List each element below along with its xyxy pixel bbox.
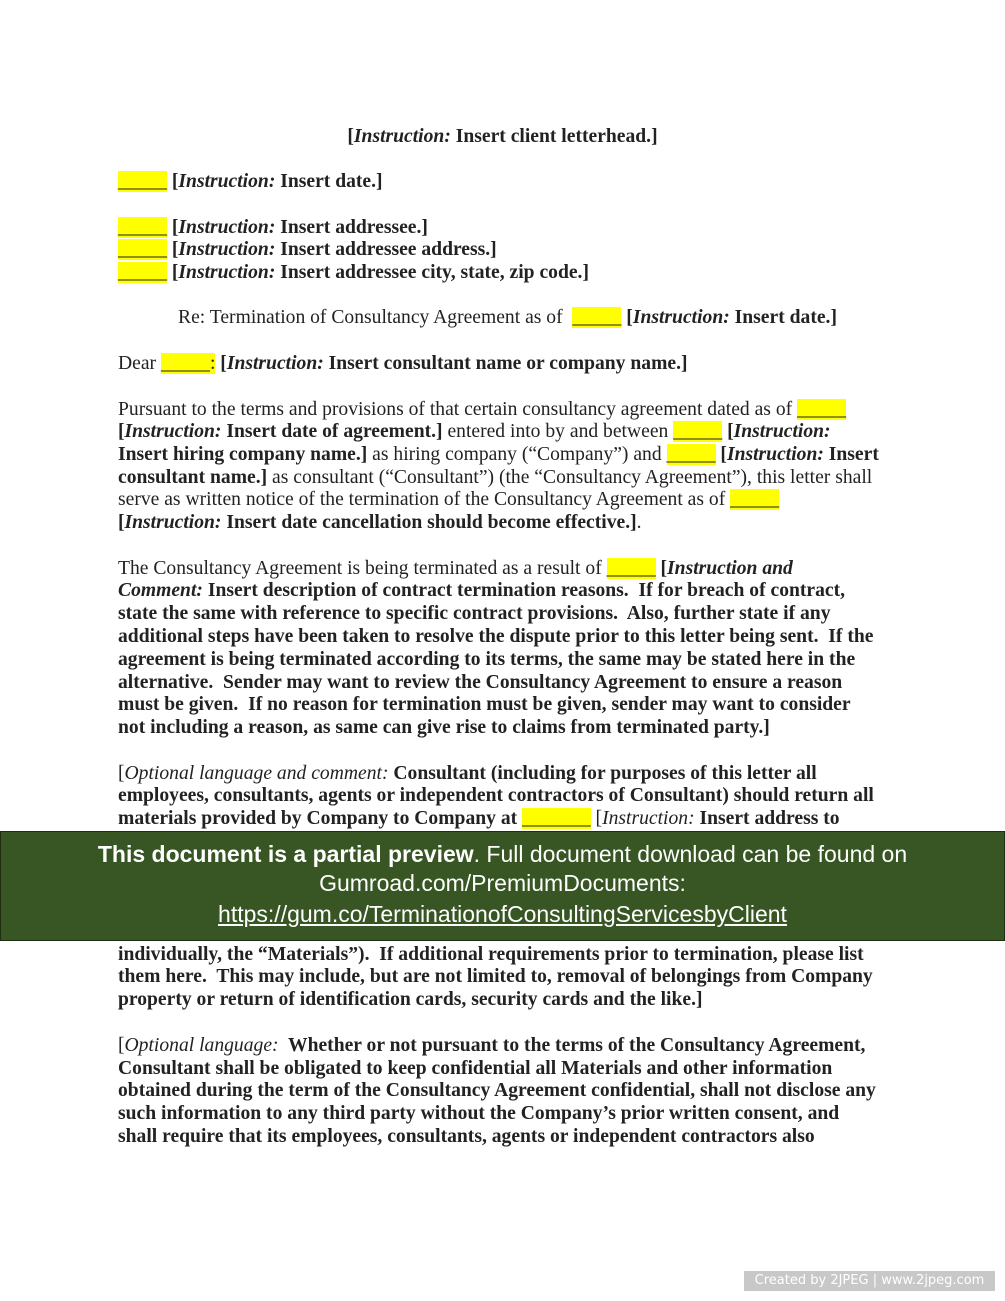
text-line xyxy=(118,966,873,988)
blank-field: _____ xyxy=(730,489,780,510)
text-segment: alternative. Sender may want to review the Consultancy Agreement to ensure a reason xyxy=(118,672,843,693)
text-line xyxy=(118,694,851,716)
text-segment: Insert hiring company name.] xyxy=(118,444,368,465)
text-segment: individually, the “Materials”). If additional requirements prior to termination, please list xyxy=(118,944,864,965)
text-segment: [ xyxy=(118,763,125,784)
text-line xyxy=(118,626,873,648)
text-line xyxy=(118,989,703,1011)
text-segment: Insert address to xyxy=(694,808,840,829)
text-segment: Instruction: xyxy=(124,512,222,533)
text-segment: Pursuant to the terms and provisions of that certain consultancy agreement dated as of xyxy=(118,399,798,420)
text-line xyxy=(118,1126,815,1148)
text-segment: [ xyxy=(347,126,354,147)
download-link[interactable]: https://gum.co/TerminationofConsultingServicesbyClient xyxy=(218,901,787,927)
text-segment: [ xyxy=(118,512,125,533)
blank-field: _____ xyxy=(606,558,656,579)
text-segment: Re: Termination of Consultancy Agreement as of xyxy=(178,307,573,328)
text-segment: as hiring company (“Company”) and xyxy=(367,444,667,465)
text-segment: must be given. If no reason for termination must be given, sender may want to consider xyxy=(118,694,851,715)
text-segment: Instruction: xyxy=(726,444,824,465)
text-line xyxy=(118,763,817,785)
text-segment: employees, consultants, agents or independent contractors of Consultant) should return all xyxy=(118,785,874,806)
blank-field: _____ xyxy=(118,217,167,238)
text-segment: Whether or not pursuant to the terms of the Consultancy Agreement, xyxy=(278,1035,866,1056)
text-segment: Instruction: xyxy=(178,171,276,192)
text-segment: [ xyxy=(166,217,179,238)
text-segment: [ xyxy=(655,558,668,579)
blank-field: _____ xyxy=(673,421,723,442)
text-segment: Instruction: xyxy=(178,262,276,283)
text-line xyxy=(118,489,779,511)
text-segment: Insert addressee city, state, zip code.] xyxy=(275,262,589,283)
text-line xyxy=(118,808,840,830)
text-segment: [ xyxy=(590,808,603,829)
blank-field: _____ xyxy=(118,262,167,283)
text-segment: Insert addressee.] xyxy=(275,217,428,238)
watermark: Created by 2JPEG | www.2jpeg.com xyxy=(744,1271,995,1291)
text-segment: Instruction: xyxy=(353,126,451,147)
text-line xyxy=(118,603,831,625)
blank-field: _____ xyxy=(666,444,716,465)
text-segment: Consultant shall be obligated to keep confidential all Materials and other information xyxy=(118,1058,833,1079)
banner-text: . Full document download can be found on xyxy=(473,841,908,867)
text-line xyxy=(118,467,872,489)
text-line xyxy=(118,558,793,580)
text-segment: [ xyxy=(215,353,227,374)
text-segment: materials provided by Company to Company at xyxy=(118,808,523,829)
text-segment: Insert addressee address.] xyxy=(275,239,497,260)
text-segment: Insert xyxy=(823,444,879,465)
text-segment: Optional language and comment: xyxy=(124,763,389,784)
text-segment: Insert client letterhead.] xyxy=(450,126,658,147)
text-segment: The Consultancy Agreement is being terminated as a result of xyxy=(118,558,607,579)
text-segment: Optional language: xyxy=(124,1035,279,1056)
text-segment: Insert date of agreement.] xyxy=(221,421,443,442)
blank-field: _____ xyxy=(572,307,622,328)
text-segment: Instruction: xyxy=(178,239,276,260)
text-segment: Instruction: xyxy=(733,421,831,442)
text-segment: not including a reason, as same can give rise to claims from terminated party.] xyxy=(118,717,770,738)
text-segment: Dear xyxy=(118,353,161,374)
text-line xyxy=(118,262,589,284)
text-line xyxy=(118,399,846,421)
text-line xyxy=(118,649,855,671)
text-segment: agreement is being terminated according to its terms, the same may be stated here in the xyxy=(118,649,856,670)
text-segment: Insert description of contract termination reasons. If for breach of contract, xyxy=(202,580,846,601)
banner-bold-text: This document is a partial preview xyxy=(97,841,474,867)
text-line xyxy=(178,307,837,329)
text-line xyxy=(118,1080,876,1102)
text-segment: Instruction: xyxy=(632,307,730,328)
text-line xyxy=(118,421,831,443)
text-segment: [ xyxy=(118,421,125,442)
blank-field: _______ xyxy=(522,808,591,829)
text-segment: additional steps have been taken to resolve the dispute prior to this letter being sent. If the xyxy=(118,626,874,647)
text-segment: Insert date cancellation should become effective.] xyxy=(221,512,637,533)
text-line xyxy=(118,171,383,193)
text-segment: [ xyxy=(118,1035,125,1056)
text-line xyxy=(118,217,428,239)
text-segment: property or return of identification cards, security cards and the like.] xyxy=(118,989,703,1010)
text-line xyxy=(118,785,874,807)
text-segment: serve as written notice of the termination of the Consultancy Agreement as of xyxy=(118,489,731,510)
text-segment: Instruction: xyxy=(124,421,222,442)
text-segment: Comment: xyxy=(118,580,203,601)
text-segment: entered into by and between xyxy=(442,421,674,442)
blank-field: _____ xyxy=(797,399,847,420)
text-segment: Insert consultant name or company name.] xyxy=(323,353,688,374)
text-segment: consultant name.] xyxy=(118,467,268,488)
text-line xyxy=(118,512,642,534)
blank-field: _____ xyxy=(118,171,167,192)
text-segment: Insert date.] xyxy=(275,171,383,192)
text-segment: [ xyxy=(715,444,727,465)
text-segment: Instruction and xyxy=(667,558,793,579)
banner-line2: Gumroad.com/PremiumDocuments: xyxy=(319,870,686,896)
text-segment: [ xyxy=(722,421,734,442)
text-line xyxy=(118,1058,832,1080)
text-line xyxy=(118,717,770,739)
text-line xyxy=(118,672,842,694)
text-segment: [ xyxy=(166,171,179,192)
text-segment: Instruction: xyxy=(226,353,324,374)
text-segment: [ xyxy=(621,307,633,328)
text-line xyxy=(118,444,879,466)
blank-field: _____ xyxy=(118,239,167,260)
text-line xyxy=(118,1103,839,1125)
text-line xyxy=(118,353,688,375)
text-segment: . xyxy=(636,512,642,533)
text-segment: Insert date.] xyxy=(729,307,837,328)
text-segment: Instruction: xyxy=(178,217,276,238)
text-line xyxy=(118,944,864,966)
text-line xyxy=(118,1035,865,1057)
text-line xyxy=(118,239,497,261)
text-line xyxy=(118,580,845,602)
blank-field: _____: xyxy=(160,353,216,374)
text-segment: them here. This may include, but are not limited to, removal of belongings from Company xyxy=(118,966,873,987)
text-segment: Consultant (including for purposes of this letter all xyxy=(388,763,817,784)
text-segment: such information to any third party without the Company’s prior written consent, and xyxy=(118,1103,840,1124)
text-segment: state the same with reference to specific contract provisions. Also, further state if any xyxy=(118,603,831,624)
preview-banner xyxy=(0,831,1005,941)
text-segment: Instruction: xyxy=(602,808,695,829)
text-line xyxy=(0,126,1005,148)
text-segment: [ xyxy=(166,239,179,260)
text-segment: obtained during the term of the Consultancy Agreement confidential, shall not disclose any xyxy=(118,1080,876,1101)
text-segment: shall require that its employees, consultants, agents or independent contractors also xyxy=(118,1126,815,1147)
text-segment: [ xyxy=(166,262,179,283)
text-segment: as consultant (“Consultant”) (the “Consultancy Agreement”), this letter shall xyxy=(267,467,873,488)
